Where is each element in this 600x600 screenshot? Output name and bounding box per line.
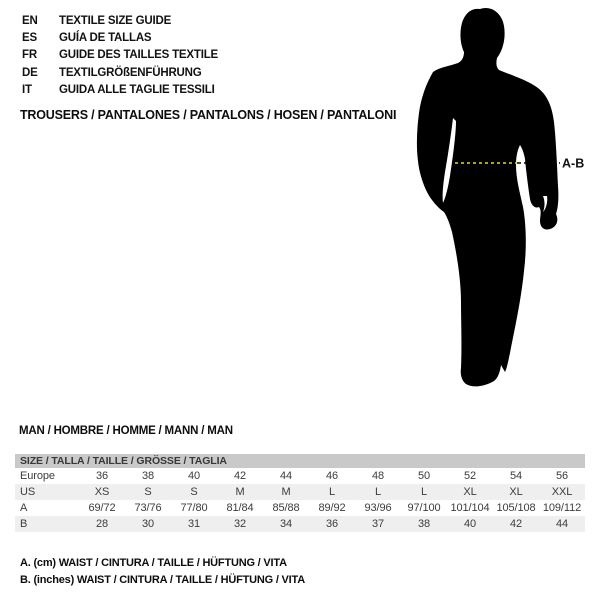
size-cell: 109/112 <box>542 502 582 514</box>
lang-label: GUIDE DES TAILLES TEXTILE <box>59 49 218 62</box>
table-row <box>15 468 585 484</box>
note-a: A. (cm) WAIST / CINTURA / TAILLE / HÜFTUNG / VITA <box>20 557 287 569</box>
size-cell: 97/100 <box>407 502 441 514</box>
size-cell: S <box>190 486 198 498</box>
note-b: B. (inches) WAIST / CINTURA / TAILLE / HÜFTUNG / VITA <box>20 573 305 586</box>
size-cell: 56 <box>555 470 569 482</box>
size-cell: 50 <box>417 470 431 482</box>
lang-label: TEXTILE SIZE GUIDE <box>59 15 172 27</box>
size-cell: S <box>144 486 152 498</box>
size-cell: XL <box>463 486 477 498</box>
size-cell: XL <box>509 486 523 498</box>
size-cell: 85/88 <box>272 502 300 514</box>
size-cell: 32 <box>233 518 247 530</box>
size-cell: 42 <box>509 518 523 530</box>
size-cell: 54 <box>509 470 523 482</box>
measure-label: A-B <box>562 156 585 171</box>
table-row <box>15 500 585 516</box>
size-cell: 69/72 <box>88 502 116 514</box>
size-cell: 105/108 <box>496 502 536 514</box>
size-cell: 36 <box>95 470 109 482</box>
size-cell: M <box>235 486 245 498</box>
measurement-notes <box>20 555 305 588</box>
row-label: B <box>20 518 28 530</box>
size-cell: XS <box>94 486 110 498</box>
table-row <box>15 516 585 532</box>
size-cell: 44 <box>555 518 569 530</box>
size-table-header: SIZE / TALLA / TAILLE / GRÖSSE / TAGLIA <box>15 454 585 468</box>
lang-row-en <box>22 13 218 30</box>
lang-row-es <box>22 30 218 47</box>
lang-code: FR <box>22 49 37 62</box>
size-cell: 77/80 <box>180 502 208 514</box>
lang-label: TEXTILGRÖßENFÜHRUNG <box>59 66 202 79</box>
row-label: A <box>20 502 28 514</box>
size-cell: L <box>374 486 382 498</box>
size-cell: 42 <box>233 470 247 482</box>
man-silhouette-figure <box>400 0 600 420</box>
size-cell: XXL <box>551 486 573 498</box>
lang-label: GUÍA DE TALLAS <box>59 32 152 45</box>
lang-code: IT <box>22 83 32 96</box>
size-table-body <box>15 468 585 532</box>
lang-row-de <box>22 65 218 82</box>
lang-row-fr <box>22 47 218 64</box>
size-table <box>15 454 585 532</box>
size-cell: 31 <box>187 518 201 530</box>
row-label: US <box>20 486 36 498</box>
size-cell: L <box>328 486 336 498</box>
size-cell: 52 <box>463 470 477 482</box>
size-cell: 46 <box>325 470 339 482</box>
size-cell: 34 <box>279 518 293 530</box>
table-row <box>15 484 585 500</box>
size-cell: 93/96 <box>364 502 392 514</box>
size-cell: 101/104 <box>450 502 490 514</box>
size-cell: 40 <box>463 518 477 530</box>
garment-title: TROUSERS / PANTALONES / PANTALONS / HOSEN / PANTALONI <box>20 108 397 122</box>
size-cell: 38 <box>417 518 431 530</box>
size-cell: 89/92 <box>318 502 346 514</box>
size-cell: 40 <box>187 470 201 482</box>
figure-area <box>400 0 600 420</box>
lang-code: ES <box>22 32 37 45</box>
lang-code: EN <box>22 15 38 27</box>
size-cell: L <box>420 486 428 498</box>
size-cell: 81/84 <box>226 502 254 514</box>
lang-row-it <box>22 82 218 99</box>
size-cell: 44 <box>279 470 293 482</box>
lang-label: GUIDA ALLE TAGLIE TESSILI <box>59 83 215 96</box>
size-cell: 36 <box>325 518 339 530</box>
row-label: Europe <box>20 470 55 482</box>
size-cell: M <box>281 486 291 498</box>
size-cell: 48 <box>371 470 385 482</box>
size-cell: 30 <box>141 518 155 530</box>
language-header <box>22 13 218 99</box>
section-title-man: MAN / HOMBRE / HOMME / MANN / MAN <box>19 425 233 437</box>
man-silhouette <box>417 8 558 386</box>
size-cell: 28 <box>95 518 109 530</box>
size-cell: 73/76 <box>134 502 162 514</box>
lang-code: DE <box>22 66 38 79</box>
size-cell: 38 <box>141 470 155 482</box>
size-cell: 37 <box>371 518 385 530</box>
